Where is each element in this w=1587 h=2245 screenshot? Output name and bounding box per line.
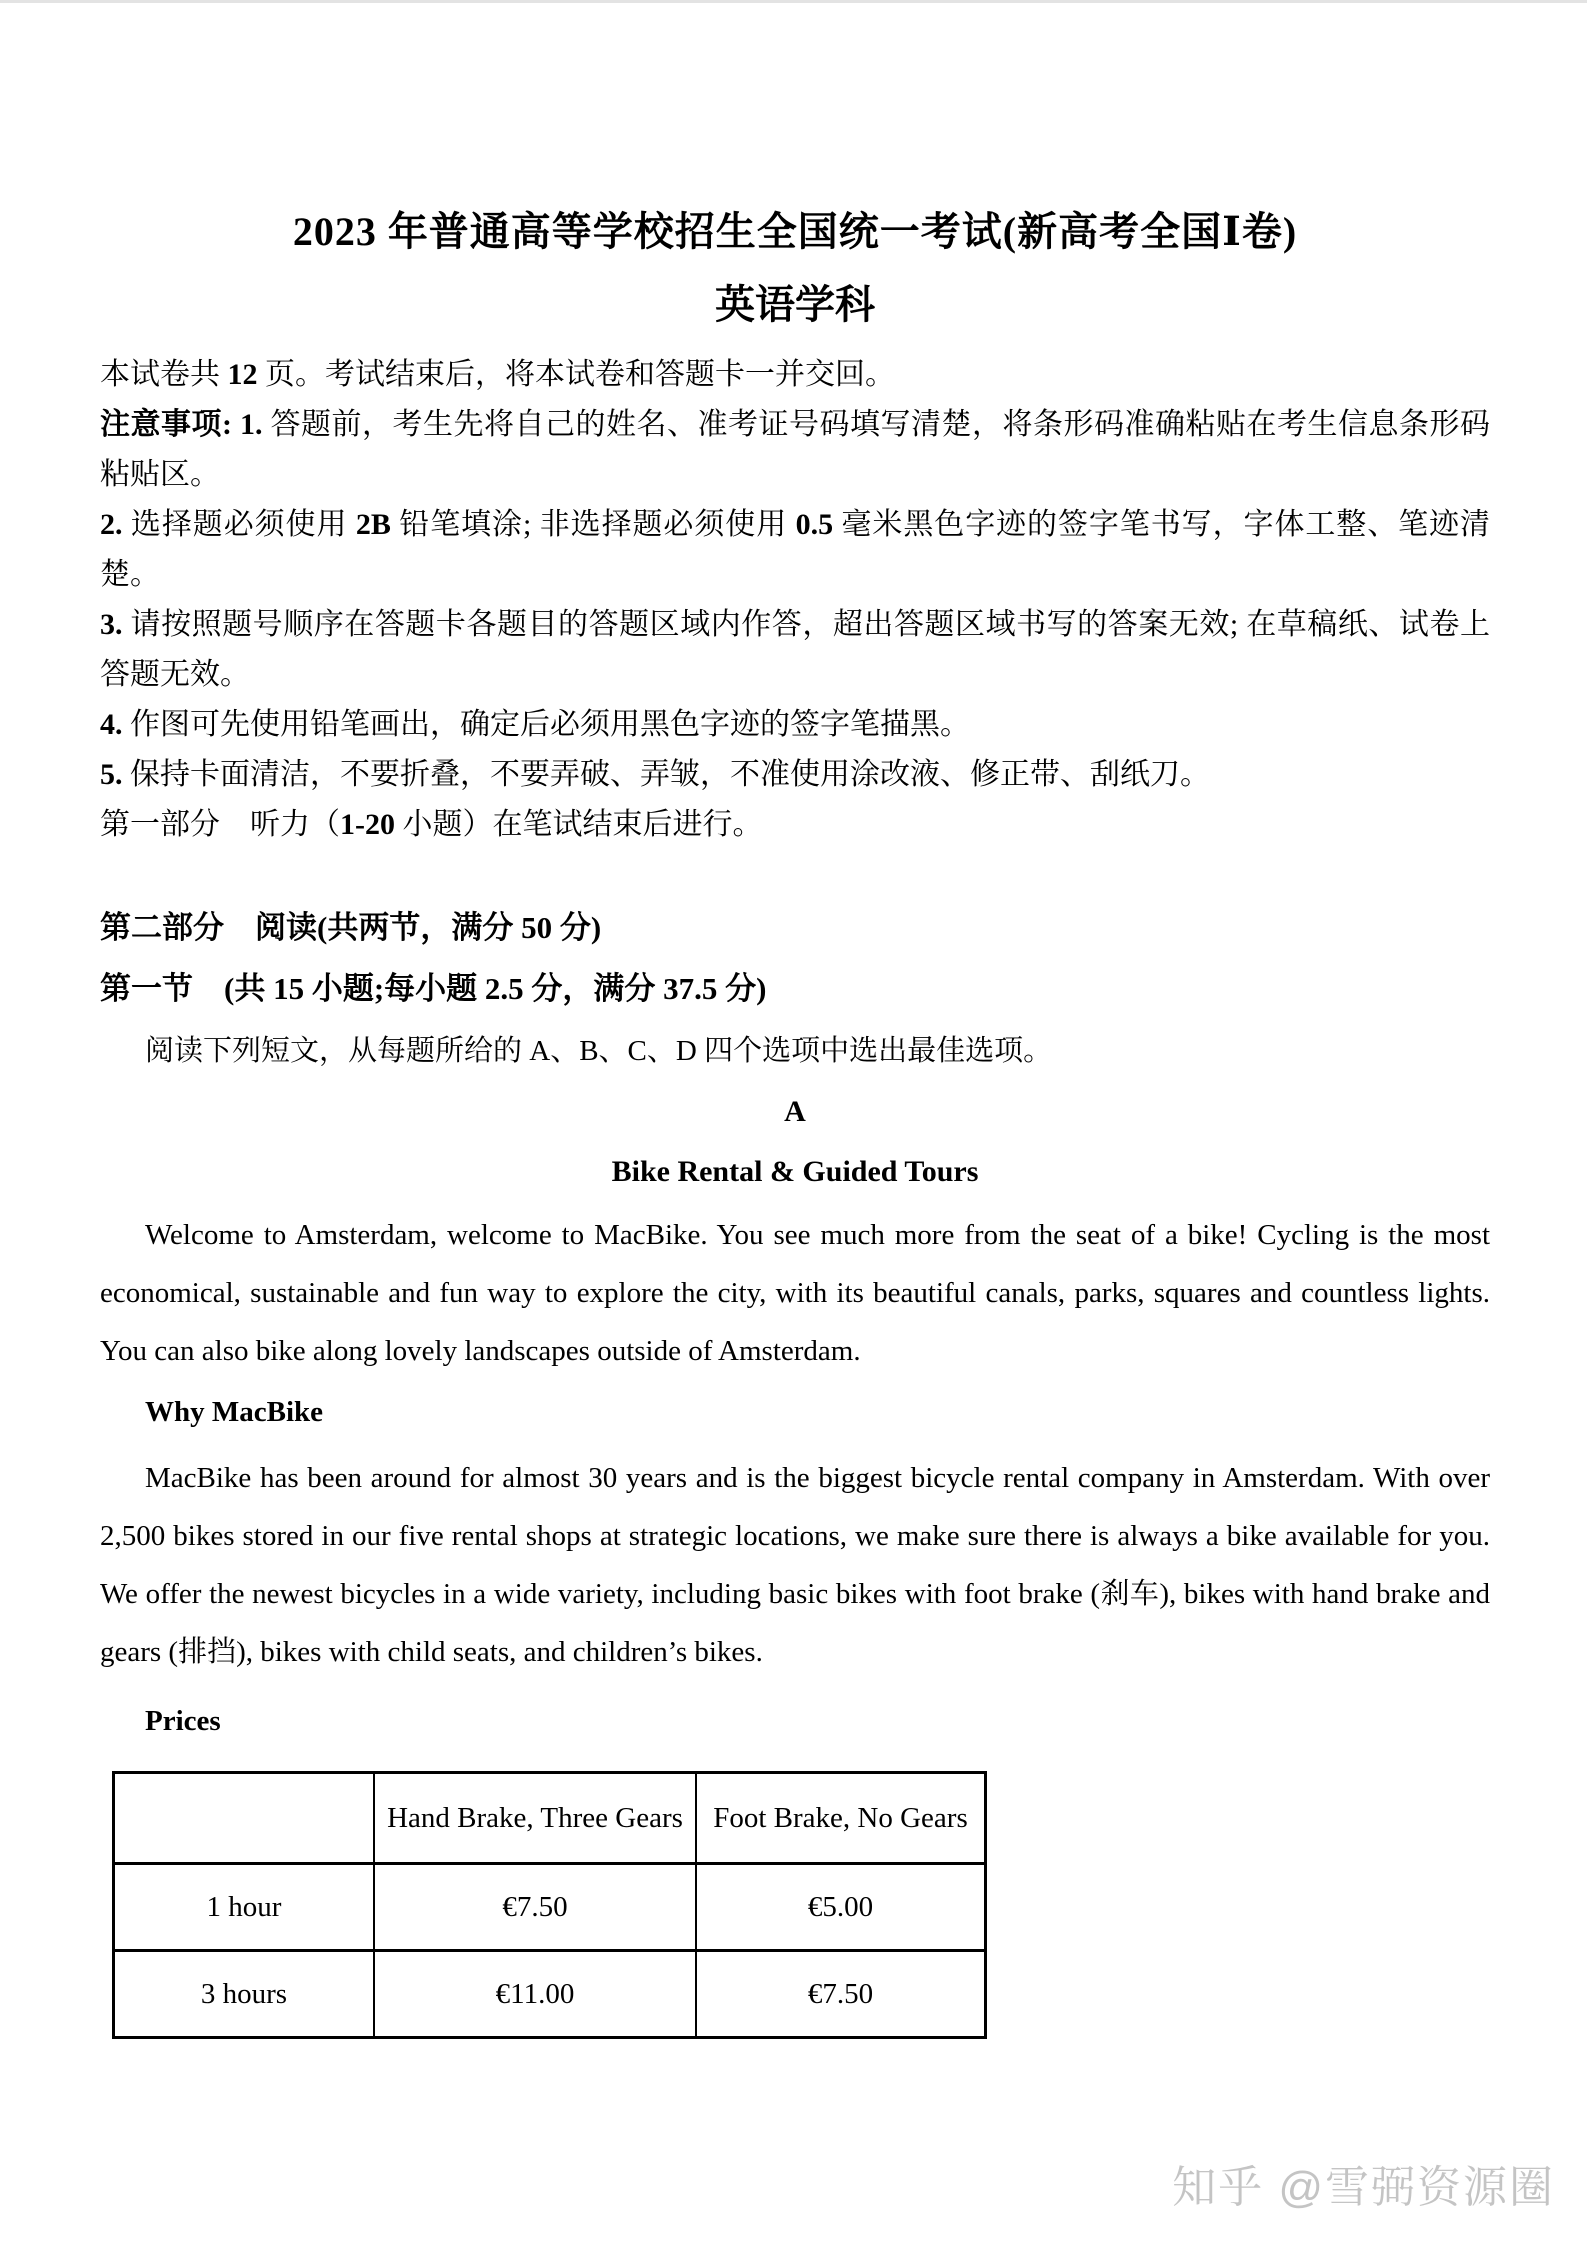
watermark: 知乎 @雪弼资源圈 <box>1172 2163 1555 2212</box>
passage-title: Bike Rental & Guided Tours <box>611 1155 979 1188</box>
page-subtitle: 英语学科 <box>715 282 875 327</box>
part2-heading: 第二部分 阅读(共两节，满分 50 分) <box>100 910 602 945</box>
prices-header-hand-brake: Hand Brake, Three Gears <box>374 1773 696 1864</box>
section1-heading: 第一节 (共 15 小题;每小题 2.5 分，满分 37.5 分) <box>100 971 767 1006</box>
prices-table <box>112 1771 987 2039</box>
page-content <box>100 3 1490 2039</box>
instruction-line-notice-1: 注意事项: 1. 答题前，考生先将自己的姓名、准考证号码填写清楚，将条形码准确粘贴在考生信息条形码粘贴区。 <box>100 408 1490 491</box>
prices-table-row-3hours <box>114 1951 986 2038</box>
prices-cell-duration: 3 hours <box>114 1951 375 2038</box>
passage-paragraph-2: MacBike has been around for almost 30 years and is the biggest bicycle rental company in Amsterdam. With over 2,500 bikes stored in our five rental shops at strategic locations, we make sure there is always a bike available for you. We offer the newest bicycles in a wide variety, including basic bikes with foot brake (刹车), bikes with hand brake and gears (排挡), bikes with child seats, and children’s bikes. <box>100 1462 1490 1668</box>
passage-label: A <box>784 1095 806 1128</box>
prices-cell-hand-brake-price: €11.00 <box>374 1951 696 2038</box>
page-title: 2023 年普通高等学校招生全国统一考试(新高考全国Ⅰ卷) <box>292 209 1298 254</box>
passage-paragraph-1: Welcome to Amsterdam, welcome to MacBike. You see much more from the seat of a bike! Cycling is the most economical, sustainable and fun way to explore the city, with its beautiful canals, parks, squares and countless lights. You can also bike along lovely landscapes outside of Amsterdam. <box>100 1219 1490 1367</box>
prices-cell-foot-brake-price: €7.50 <box>696 1951 986 2038</box>
instruction-line-3: 3. 请按照题号顺序在答题卡各题目的答题区域内作答，超出答题区域书写的答案无效; 在草稿纸、试卷上答题无效。 <box>100 608 1490 691</box>
why-macbike-heading: Why MacBike <box>145 1396 324 1428</box>
instruction-line-5: 5. 保持卡面清洁，不要折叠，不要弄破、弄皱，不准使用涂改液、修正带、刮纸刀。 <box>100 758 1210 791</box>
instruction-line-intro: 本试卷共 12 页。考试结束后，将本试卷和答题卡一并交回。 <box>100 358 895 391</box>
prices-cell-duration: 1 hour <box>114 1864 375 1951</box>
reading-direction: 阅读下列短文，从每题所给的 A、B、C、D 四个选项中选出最佳选项。 <box>145 1035 1053 1067</box>
prices-cell-foot-brake-price: €5.00 <box>696 1864 986 1951</box>
instruction-line-part1: 第一部分 听力（1-20 小题）在笔试结束后进行。 <box>100 808 763 841</box>
prices-heading: Prices <box>145 1705 221 1737</box>
prices-header-empty-cell <box>114 1773 375 1864</box>
instruction-line-4: 4. 作图可先使用铅笔画出，确定后必须用黑色字迹的签字笔描黑。 <box>100 708 970 741</box>
instruction-line-2: 2. 选择题必须使用 2B 铅笔填涂; 非选择题必须使用 0.5 毫米黑色字迹的签字笔书写，字体工整、笔迹清楚。 <box>100 508 1490 591</box>
prices-header-foot-brake: Foot Brake, No Gears <box>696 1773 986 1864</box>
prices-table-header-row <box>114 1773 986 1864</box>
prices-cell-hand-brake-price: €7.50 <box>374 1864 696 1951</box>
exam-instructions <box>100 350 1490 850</box>
prices-table-row-1hour <box>114 1864 986 1951</box>
